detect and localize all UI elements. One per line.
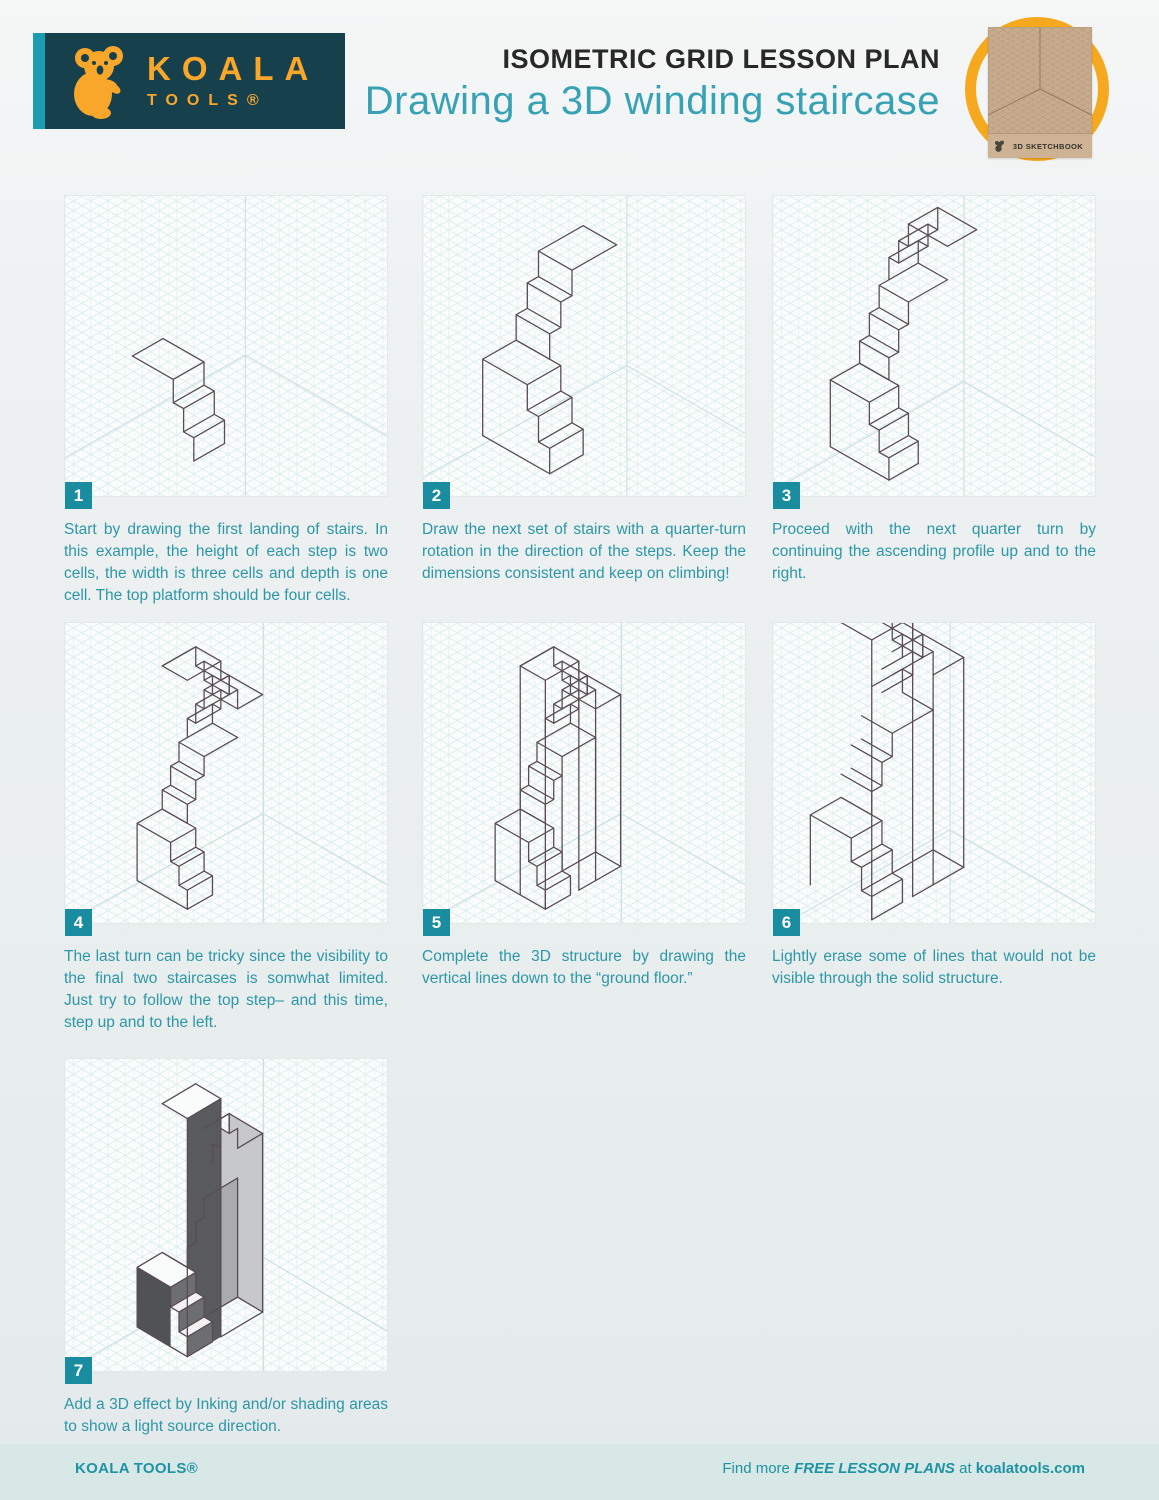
step-5-instructions: Complete the 3D structure by drawing the vertical lines down to the “ground floor.” (422, 948, 746, 987)
step-1 (64, 195, 388, 607)
koala-tools-logo (33, 33, 345, 129)
step-1-number-badge: 1 (65, 482, 92, 509)
step-2 (422, 195, 746, 585)
step-7-number-badge: 7 (65, 1357, 92, 1384)
step-5-panel (422, 622, 746, 932)
step-4-grid-drawing (65, 623, 387, 923)
step-5-number-badge: 5 (423, 909, 450, 936)
step-2-number-badge: 2 (423, 482, 450, 509)
footer-free-lesson-plans: FREE LESSON PLANS (794, 1460, 955, 1477)
step-2-panel (422, 195, 746, 505)
step-3-number-badge: 3 (773, 482, 800, 509)
step-3-panel (772, 195, 1096, 505)
koala-icon (63, 42, 135, 120)
footer-find-more-prefix: Find more (722, 1460, 795, 1477)
step-7-panel (64, 1058, 388, 1380)
step-6-grid-drawing (773, 623, 1095, 923)
step-3-grid-drawing (773, 196, 1095, 496)
step-6-panel (772, 622, 1096, 932)
step-6-number-badge: 6 (773, 909, 800, 936)
footer-website-url: koalatools.com (975, 1460, 1085, 1477)
step-3-instructions: Proceed with the next quarter turn by continuing the ascending profile up and to the right. (772, 521, 1096, 582)
sketchbook-cover-grid (988, 27, 1092, 134)
logo-wordmark (147, 52, 319, 110)
title-kicker: ISOMETRIC GRID LESSON PLAN (502, 44, 940, 74)
step-1-grid-drawing (65, 196, 387, 496)
step-7 (64, 1058, 388, 1438)
step-7-grid-drawing (65, 1059, 387, 1371)
footer-at: at (954, 1460, 976, 1477)
step-4 (64, 622, 388, 1034)
sketchbook-title-band (988, 133, 1092, 158)
step-1-panel (64, 195, 388, 505)
page-title (320, 44, 940, 124)
step-4-panel (64, 622, 388, 932)
step-3 (772, 195, 1096, 585)
step-5-grid-drawing (423, 623, 745, 923)
footer-find-more (722, 1460, 1085, 1477)
sketchbook-koala-mark (994, 140, 1004, 152)
step-6-instructions: Lightly erase some of lines that would not be visible through the solid structure. (772, 948, 1096, 987)
logo-koala-text: KOALA (147, 50, 320, 87)
title-main: Drawing a 3D winding staircase (364, 79, 940, 123)
step-5 (422, 622, 746, 990)
step-2-instructions: Draw the next set of stairs with a quarter-turn rotation in the direction of the steps. Keep the dimensions consistent and keep on climbing! (422, 521, 746, 582)
logo-tools-text: TOOLS® (147, 92, 268, 109)
step-4-number-badge: 4 (65, 909, 92, 936)
sketchbook-label: 3D SKETCHBOOK (1012, 141, 1084, 151)
step-2-grid-drawing (423, 196, 745, 496)
step-1-instructions: Start by drawing the first landing of stairs. In this example, the height of each step is two cells, the width is three cells and depth is one cell. The top platform should be four cells. (64, 521, 388, 604)
footer-brand: KOALA TOOLS® (75, 1460, 198, 1477)
step-6 (772, 622, 1096, 990)
sketchbook-product-image (988, 27, 1092, 158)
step-7-instructions: Add a 3D effect by Inking and/or shading areas to show a light source direction. (64, 1396, 388, 1435)
step-4-instructions: The last turn can be tricky since the visibility to the final two staircases is somwhat limited. Just try to follow the top step– and this time, step up and to the left. (64, 948, 388, 1031)
footer-band (0, 1444, 1159, 1500)
